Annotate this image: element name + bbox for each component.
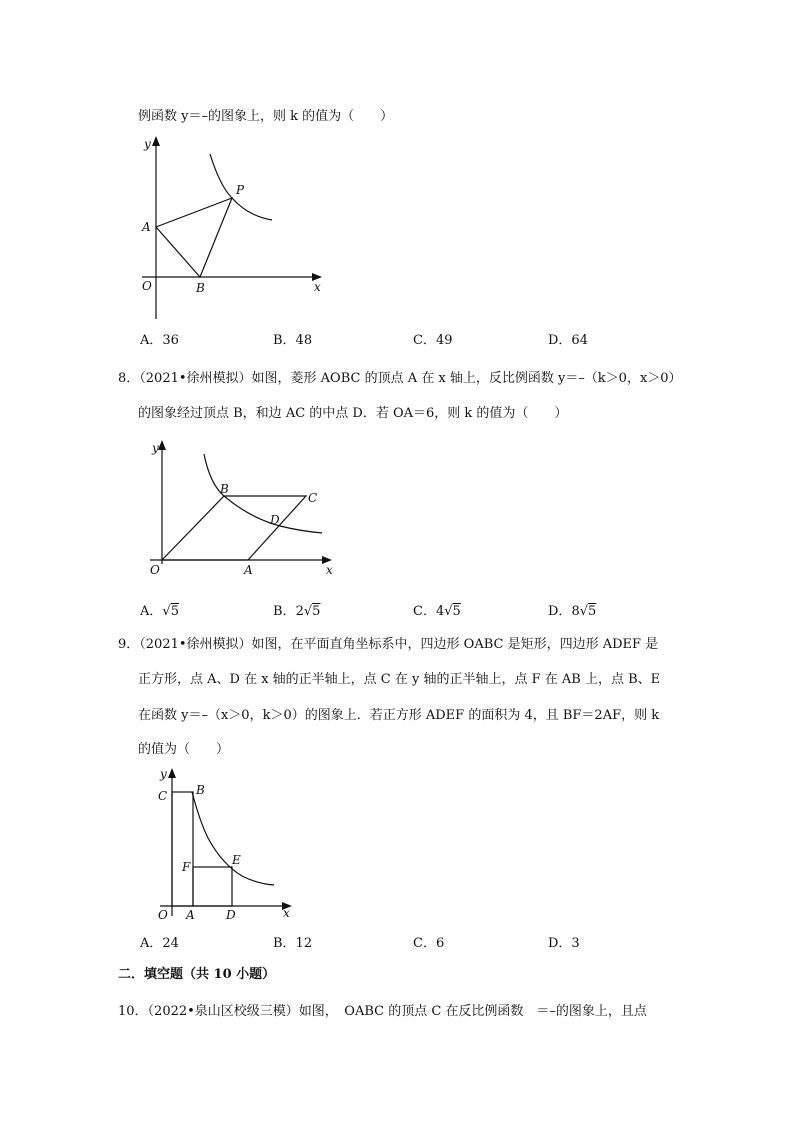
q10-text-line1: 10．（2022•泉山区校级三模）如图， OABC 的顶点 C 在反比例函数 ＝–的图象上，且点 — [118, 1004, 647, 1019]
q9-square-adef — [193, 867, 232, 906]
q8-option-c: C．4√5 — [413, 604, 461, 619]
q8-label-d: D — [270, 513, 280, 527]
q8-option-c-radicand: 5 — [452, 604, 461, 619]
q8-label-y: y — [152, 441, 159, 455]
q8-option-d-radicand: 5 — [588, 604, 597, 619]
q8-option-d: D．8√5 — [548, 604, 597, 619]
q7-option-c: C．49 — [413, 333, 453, 348]
q9-rectangle-oabc — [172, 792, 193, 906]
q7-label-x: x — [314, 280, 321, 294]
q9-label-y: y — [160, 767, 167, 781]
q8-option-c-coef: 4 — [435, 604, 445, 619]
q9-label-c: C — [158, 789, 168, 803]
q8-option-b-prefix: B． — [273, 604, 296, 619]
q8-label-x: x — [326, 563, 333, 577]
section-title-fill-in: 二．填空题（共 10 小题） — [118, 967, 276, 982]
q8-option-a: A．√5 — [140, 604, 179, 619]
q7-option-a: A．36 — [140, 333, 179, 348]
q7-triangle-apb — [156, 198, 232, 277]
q7-option-d: D．64 — [548, 333, 588, 348]
q8-label-c: C — [308, 491, 318, 505]
q8-text-line1: 8．（2021•徐州模拟）如图，菱形 AOBC 的顶点 A 在 x 轴上，反比例函数 y＝–（k＞0，x＞0） — [118, 371, 682, 386]
q7-label-p: P — [236, 183, 245, 197]
q8-label-o: O — [150, 563, 160, 577]
q7-label-o: O — [142, 279, 152, 293]
q9-label-f: F — [182, 860, 191, 874]
q9-figure — [142, 764, 302, 924]
q8-label-b: B — [220, 482, 229, 496]
q9-label-x: x — [283, 906, 290, 920]
q8-option-b-coef: 2 — [295, 604, 304, 619]
q9-option-d: D．3 — [548, 936, 580, 951]
q8-option-d-prefix: D． — [548, 604, 572, 619]
q8-option-d-coef: 8 — [571, 604, 580, 619]
q7-figure — [136, 134, 336, 324]
q8-label-a: A — [244, 563, 253, 577]
q9-option-a: A．24 — [140, 936, 179, 951]
q7-option-b: B．48 — [273, 333, 313, 348]
q8-option-a-prefix: A． — [140, 604, 163, 619]
q9-label-e: E — [232, 853, 241, 867]
q8-option-b: B．2√5 — [273, 604, 321, 619]
q9-label-d: D — [226, 908, 236, 922]
q9-text-line3: 在函数 y＝–（x＞0，k＞0）的图象上．若正方形 ADEF 的面积为 4，且 BF＝2AF，则 k — [138, 708, 660, 723]
q8-option-c-prefix: C． — [413, 604, 436, 619]
q9-hyperbola — [192, 792, 274, 885]
q8-option-b-radicand: 5 — [312, 604, 321, 619]
q9-label-a: A — [186, 908, 195, 922]
q9-text-line2: 正方形，点 A、D 在 x 轴的正半轴上，点 C 在 y 轴的正半轴上，点 F 在 AB 上，点 B、E — [138, 672, 661, 687]
q8-text-line2: 的图象经过顶点 B，和边 AC 的中点 D．若 OA＝6，则 k 的值为（ ） — [138, 406, 568, 421]
q7-label-b: B — [196, 281, 205, 295]
q9-text-line4: 的值为（ ） — [138, 742, 230, 757]
q9-text-line1: 9．（2021•徐州模拟）如图，在平面直角坐标系中，四边形 OABC 是矩形，四边形 ADEF 是 — [118, 637, 659, 652]
q8-option-a-radicand: 5 — [170, 604, 179, 619]
q7-label-a: A — [142, 220, 151, 234]
q8-rhombus — [162, 496, 306, 560]
q8-figure — [140, 436, 340, 581]
q9-label-o: O — [158, 908, 168, 922]
q7-label-y: y — [144, 137, 151, 151]
q9-option-b: B．12 — [273, 936, 313, 951]
q7-text-tail: 例函数 y＝–的图象上，则 k 的值为（ ） — [138, 109, 394, 124]
q9-label-b: B — [196, 783, 205, 797]
q9-option-c: C．6 — [413, 936, 445, 951]
